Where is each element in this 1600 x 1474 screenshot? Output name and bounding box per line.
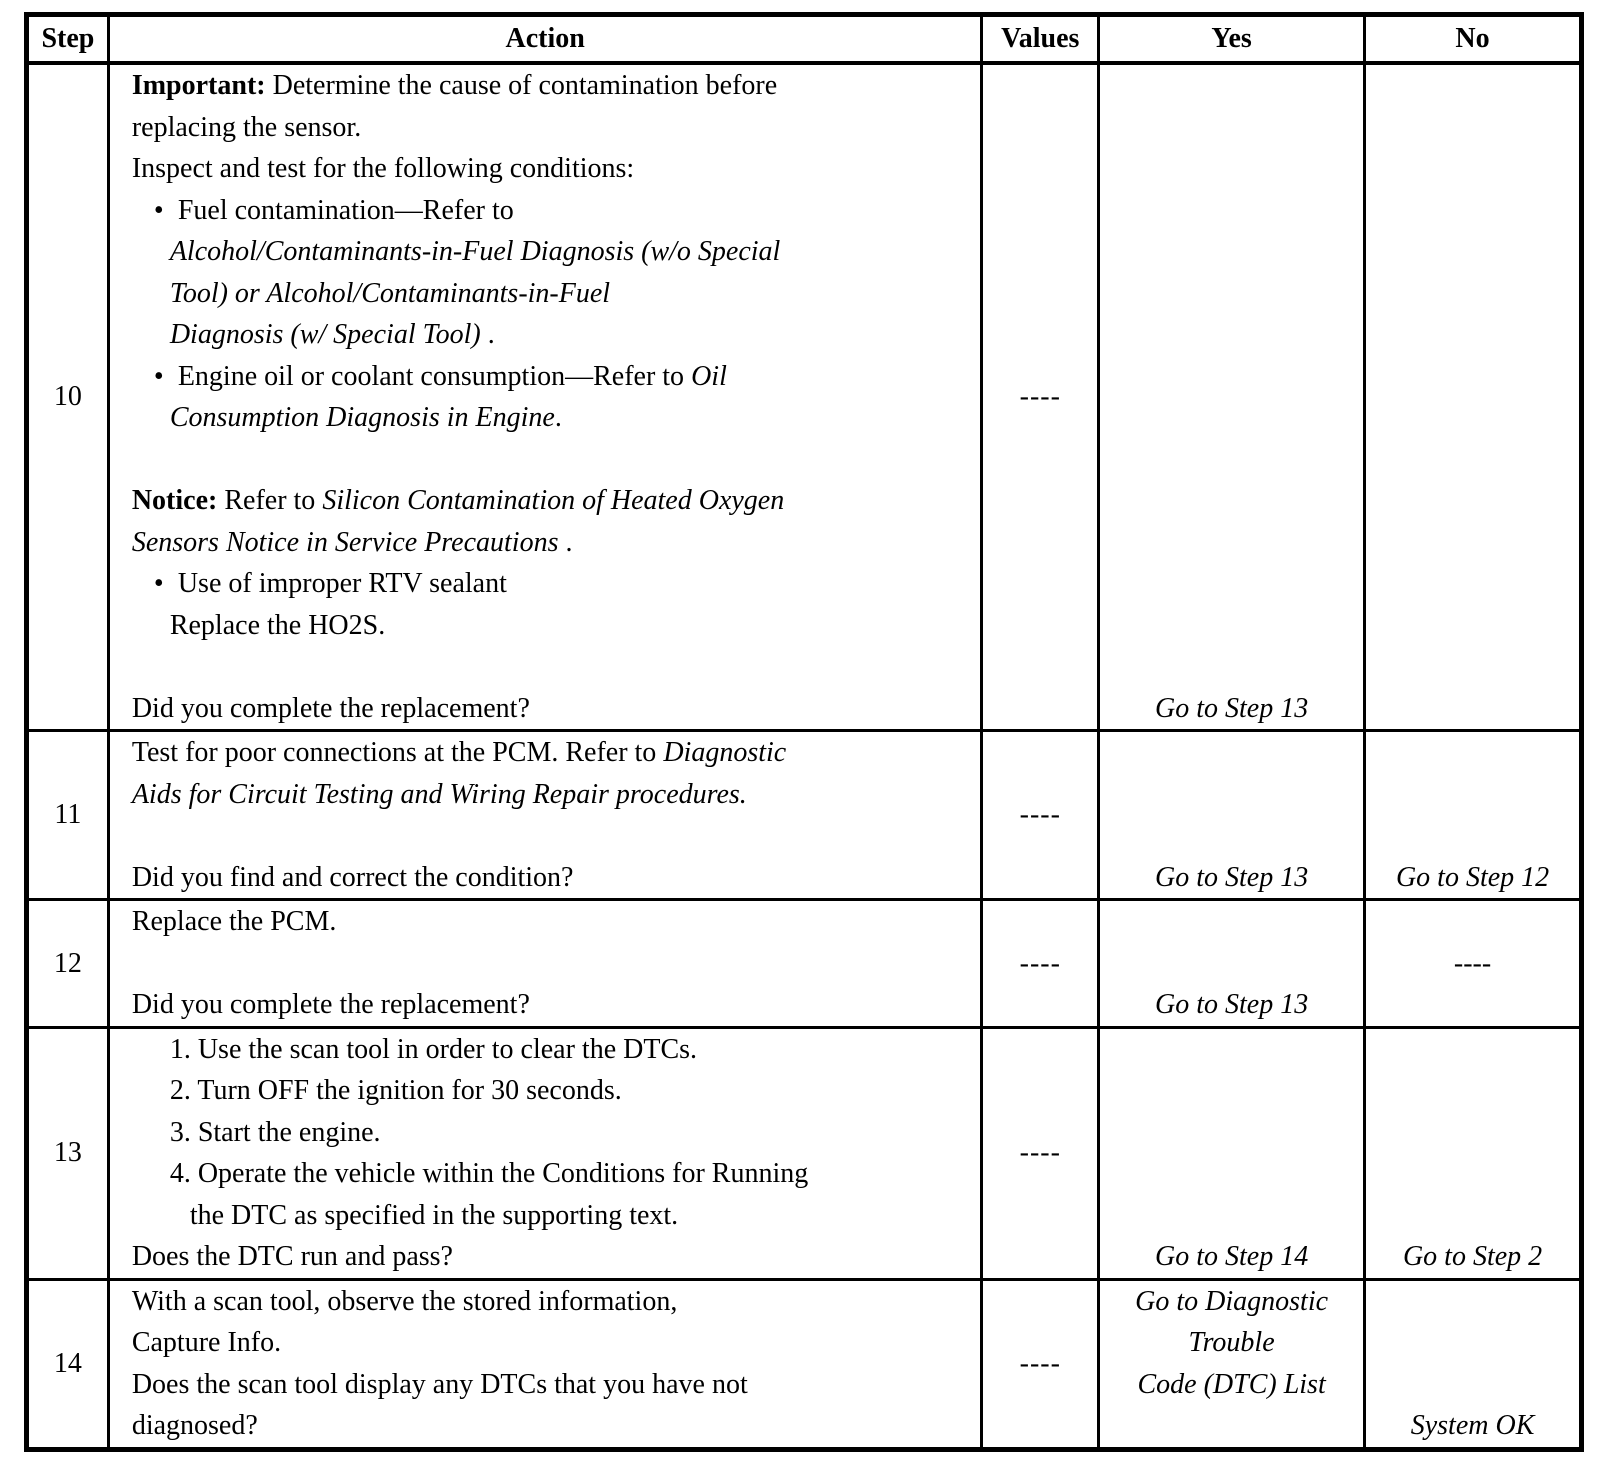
- bullet-icon: •: [153, 568, 164, 599]
- step-number: 12: [27, 900, 109, 1028]
- header-values: Values: [982, 15, 1099, 64]
- table-row: [27, 63, 1582, 731]
- action-cell: Test for poor connections at the PCM. Refer to Diagnostic Aids for Circuit Testing and Wiring Repair procedures. Did you find and correct the condition?: [108, 731, 982, 900]
- table-row: [27, 731, 1582, 900]
- table-row: [27, 1279, 1582, 1449]
- step-number: 14: [27, 1279, 109, 1449]
- header-action: Action: [108, 15, 982, 64]
- step-number: 13: [27, 1027, 109, 1279]
- action-cell: 1. Use the scan tool in order to clear the DTCs. 2. Turn OFF the ignition for 30 seconds. 3. Start the engine. 4. Operate the vehicle within the Conditions for Running the DTC as specified in the supporting text. Does the DTC run and pass?: [108, 1027, 982, 1279]
- action-cell: Replace the PCM. Did you complete the replacement?: [108, 900, 982, 1028]
- diagnostic-table: [24, 12, 1584, 1452]
- values-cell: ----: [982, 731, 1099, 900]
- values-cell: ----: [982, 1279, 1099, 1449]
- yes-cell: Go to Diagnostic Trouble Code (DTC) List: [1099, 1279, 1365, 1449]
- table-row: [27, 1027, 1582, 1279]
- values-cell: ----: [982, 900, 1099, 1028]
- header-step: Step: [27, 15, 109, 64]
- yes-cell: Go to Step 13: [1099, 900, 1365, 1028]
- step-number: 11: [27, 731, 109, 900]
- no-cell: Go to Step 2: [1365, 1027, 1582, 1279]
- yes-cell: Go to Step 14: [1099, 1027, 1365, 1279]
- yes-cell: Go to Step 13: [1099, 731, 1365, 900]
- values-cell: ----: [982, 1027, 1099, 1279]
- action-cell: Important: Determine the cause of contamination before replacing the sensor. Inspect and test for the following conditions: • Fuel contamination—Refer to Alcohol/Contaminants-in-Fuel Diagnosis (w/o Special Tool) or Alcohol/Contaminants-in-Fuel Diagnosis (w/ Special Tool) . • Engine oil or coolant consumption—Refer to Oil Consumption Diagnosis in Engine. Notice: Refer to Silicon Contamination of Heated Oxygen Sensors Notice in Service Precautions . • Use of improper RTV sealant Replace the HO2S. Did you complete the replacement?: [108, 63, 982, 731]
- header-no: No: [1365, 15, 1582, 64]
- no-cell: System OK: [1365, 1279, 1582, 1449]
- no-cell: Go to Step 12: [1365, 731, 1582, 900]
- yes-cell: Go to Step 13: [1099, 63, 1365, 731]
- action-cell: With a scan tool, observe the stored information, Capture Info. Does the scan tool display any DTCs that you have not diagnosed?: [108, 1279, 982, 1449]
- values-cell: ----: [982, 63, 1099, 731]
- bullet-icon: •: [153, 360, 164, 392]
- bullet-icon: •: [153, 194, 164, 226]
- step-number: 10: [27, 63, 109, 731]
- header-yes: Yes: [1099, 15, 1365, 64]
- table-row: [27, 900, 1582, 1028]
- no-cell: ----: [1365, 900, 1582, 1028]
- header-row: [27, 15, 1582, 64]
- no-cell: [1365, 63, 1582, 731]
